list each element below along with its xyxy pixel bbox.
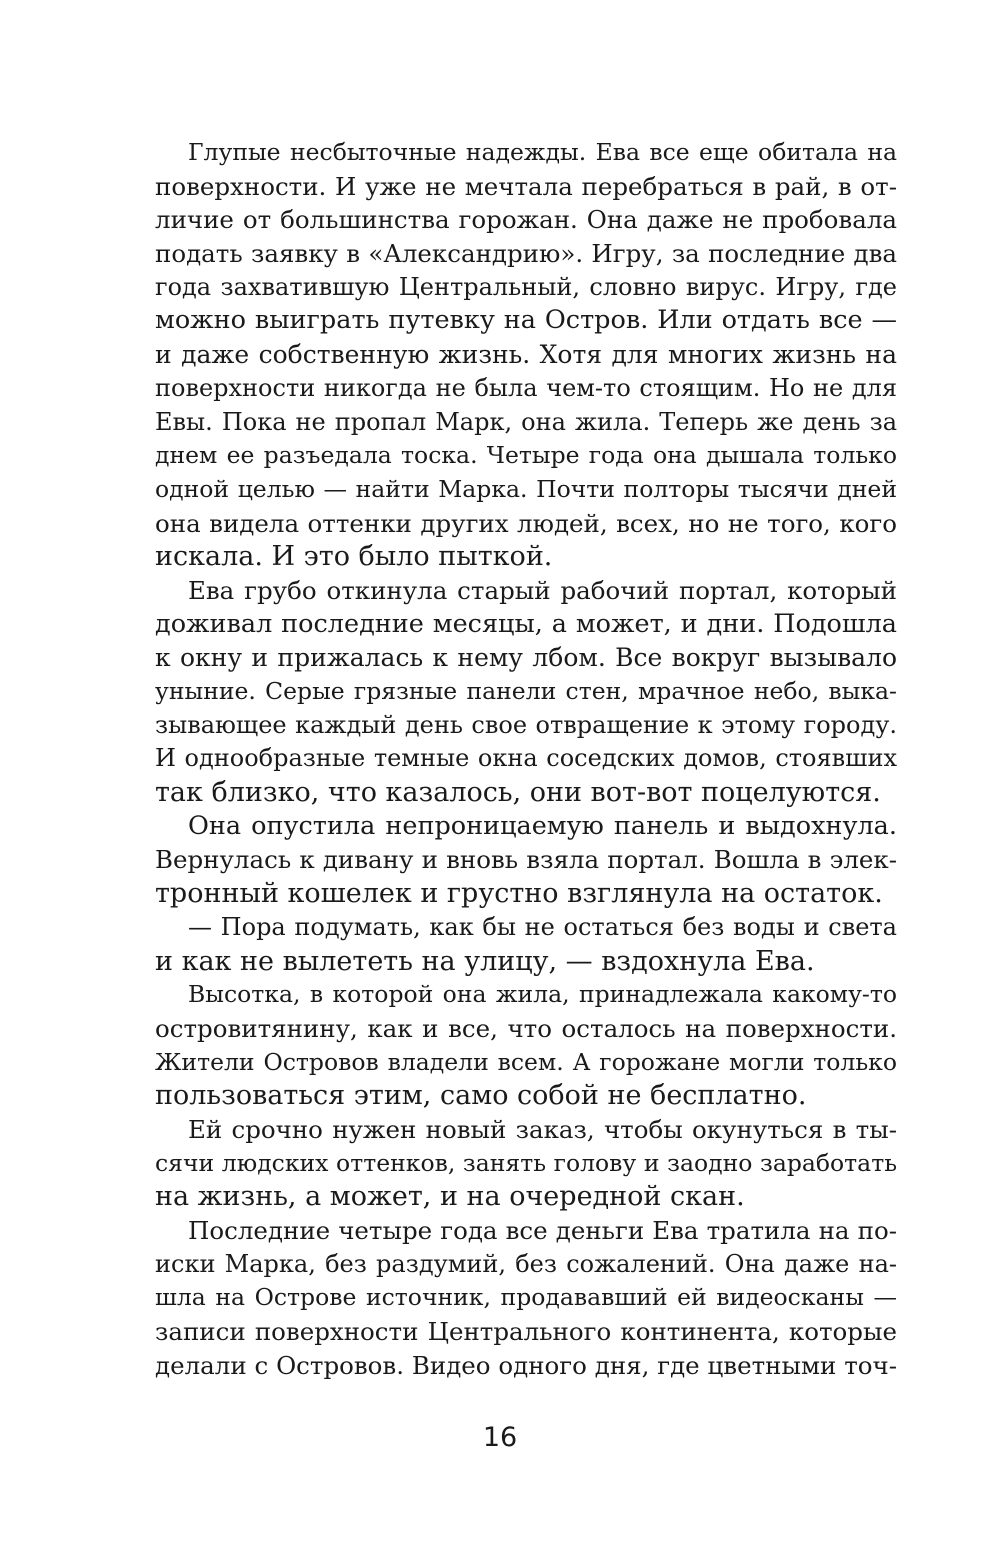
text-line: — Пора подумать, как бы не остаться без воды и света — [188, 912, 897, 941]
text-line: так близко, что казалось, они вот-вот поцелуются. — [155, 777, 881, 809]
paragraph — [155, 574, 897, 810]
text-line: уныние. Серые грязные панели стен, мрачное небо, выка- — [155, 677, 897, 705]
text-line: шла на Острове источник, продававший ей видеосканы — — [155, 1283, 897, 1312]
text-line: поверхности никогда не была чем-то стоящим. Но не для — [155, 373, 897, 402]
text-line: пользоваться этим, само собой не бесплатно. — [155, 1080, 807, 1112]
text-line: зывающее каждый день свое отвращение к этому городу. — [155, 710, 897, 739]
page-number: 16 — [482, 1422, 518, 1453]
text-line: днем ее разъедала тоска. Четыре года она дышала только — [155, 441, 897, 470]
text-line: Высотка, в которой она жила, принадлежала какому-то — [188, 980, 897, 1009]
text-line: Жители Островов владели всем. А горожане могли только — [155, 1047, 897, 1076]
text-line: и как не вылететь на улицу, — вздохнула Ева. — [155, 945, 815, 977]
paragraph — [155, 1214, 897, 1382]
paragraph — [155, 911, 897, 978]
text-line: Последние четыре года все деньги Ева тратила на по- — [188, 1216, 897, 1245]
text-line: года захватившую Центральный, словно вирус. Игру, где — [155, 272, 897, 301]
text-line: островитянину, как и все, что осталось на поверхности. — [155, 1013, 897, 1043]
text-line: Вернулась к дивану и вновь взяла портал. Вошла в элек- — [155, 845, 897, 875]
paragraph — [155, 136, 897, 574]
paragraph — [155, 978, 897, 1113]
text-line: доживал последние месяцы, а может, и дни. Подошла — [155, 608, 897, 639]
text-line: искала. И это было пыткой. — [155, 541, 553, 573]
text-line: к окну и прижалась к нему лбом. Все вокруг вызывало — [155, 643, 897, 673]
text-line: Глупые несбыточные надежды. Ева все еще обитала на — [188, 138, 897, 166]
text-line: делали с Островов. Видео одного дня, где цветными точ- — [155, 1350, 897, 1380]
text-line: записи поверхности Центрального континента, которые — [155, 1317, 897, 1347]
text-line: иски Марка, без раздумий, без сожалений. Она даже на- — [155, 1249, 897, 1278]
text-line: Ева грубо откинула старый рабочий портал, который — [188, 575, 897, 605]
paragraph — [155, 1113, 897, 1214]
text-line: можно выиграть путевку на Остров. Или отдать все — — [155, 305, 897, 336]
text-line: она видела оттенки других людей, всех, но не того, кого — [155, 508, 897, 538]
text-line: Ей срочно нужен новый заказ, чтобы окунуться в ты- — [188, 1114, 897, 1144]
text-line: И однообразные темные окна соседских домов, стоявших — [155, 744, 897, 773]
text-line: подать заявку в «Александрию». Игру, за последние два — [155, 239, 897, 269]
text-line: Евы. Пока не пропал Марк, она жила. Теперь же день за — [155, 407, 897, 436]
text-line: поверхности. И уже не мечтала перебраться в рай, в от- — [155, 171, 897, 201]
body-text — [155, 136, 897, 1382]
text-line: сячи людских оттенков, занять голову и заодно заработать — [155, 1148, 897, 1177]
text-line: на жизнь, а может, и на очередной скан. — [155, 1181, 745, 1213]
text-line: и даже собственную жизнь. Хотя для многих жизнь на — [155, 340, 897, 370]
text-line: личие от большинства горожан. Она даже не пробовала — [155, 205, 897, 235]
text-line: Она опустила непроницаемую панель и выдохнула. — [188, 810, 897, 841]
paragraph — [155, 810, 897, 911]
text-line: одной целью — найти Марка. Почти полторы тысячи дней — [155, 474, 897, 503]
text-line: тронный кошелек и грустно взглянула на остаток. — [155, 878, 883, 910]
